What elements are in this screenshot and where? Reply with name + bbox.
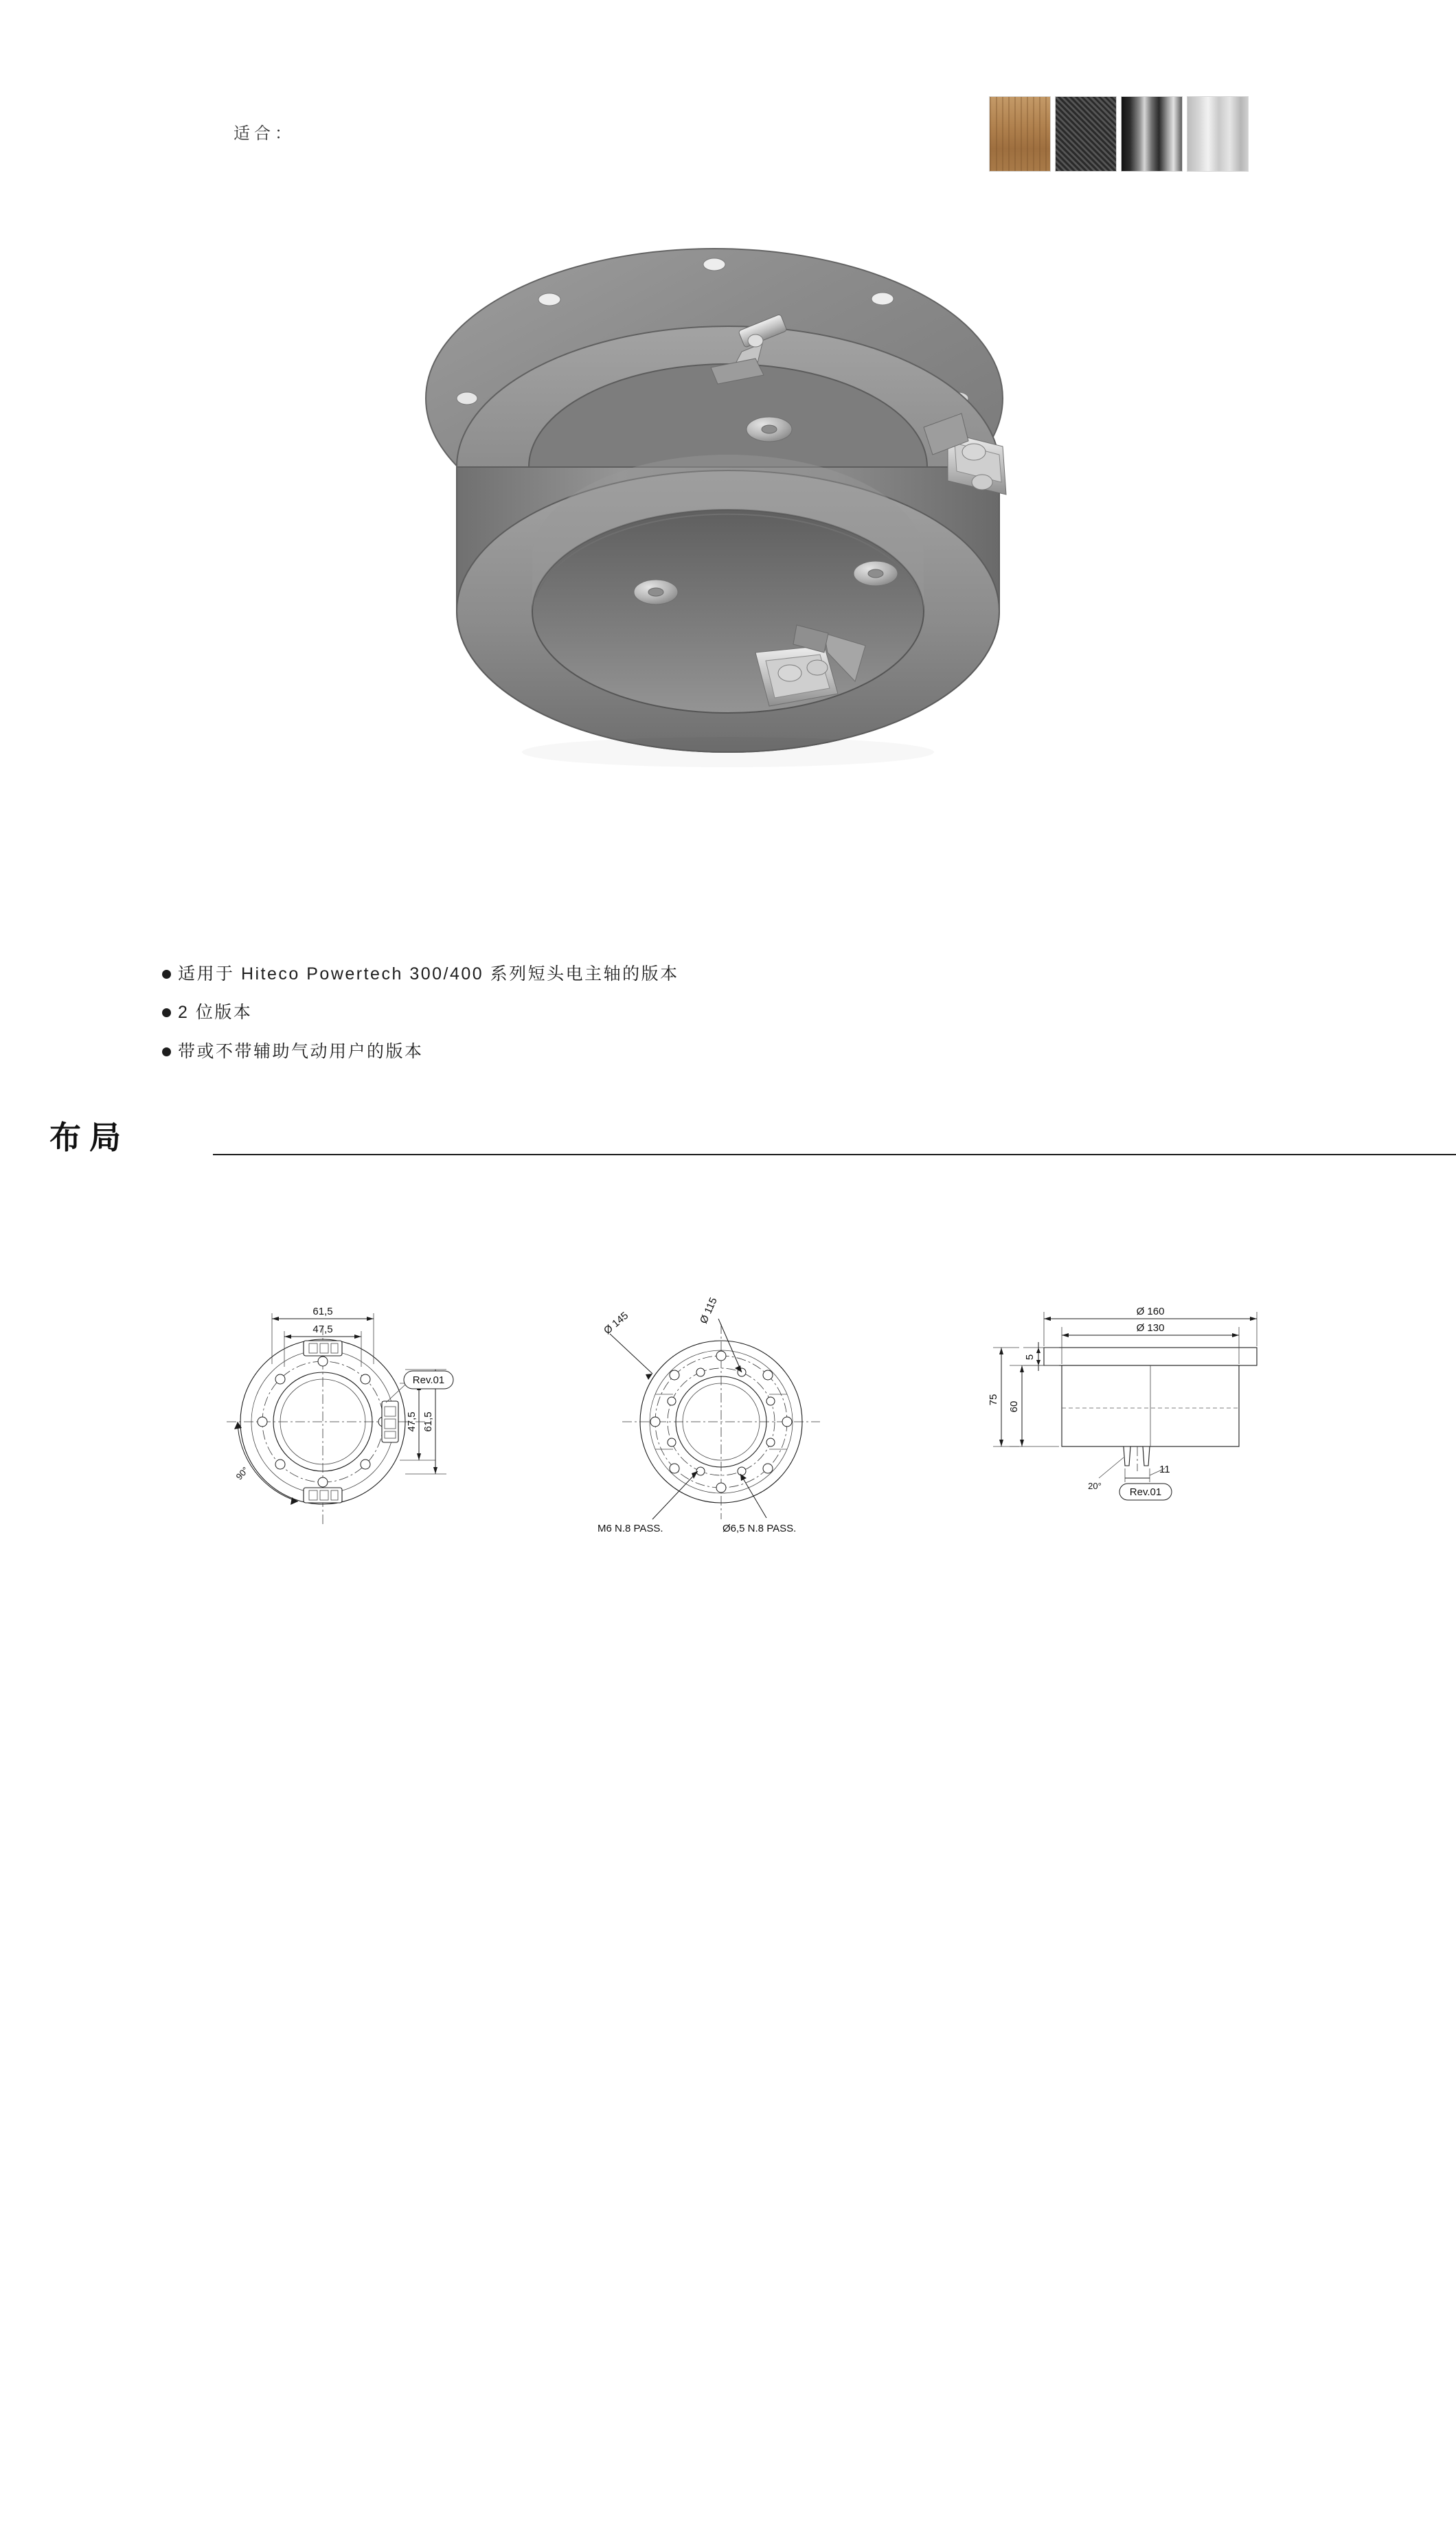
feature-bullet-list [162, 962, 1330, 1078]
bullet-text: 适用于 Hiteco Powertech 300/400 系列短头电主轴的版本 [178, 964, 679, 984]
dim-61-5-right: 61,5 [422, 1411, 434, 1432]
dim-60: 60 [1008, 1400, 1020, 1413]
material-swatch-group [989, 96, 1249, 172]
dark-metal-swatch [1121, 96, 1183, 172]
bullet-dot-icon [162, 1008, 171, 1017]
cylinder-body [457, 455, 999, 752]
dim-75: 75 [988, 1394, 999, 1406]
dim-20-deg: 20° [1088, 1481, 1102, 1491]
list-item [162, 962, 1330, 986]
bolt-pattern-view [598, 1296, 820, 1534]
product-render-svg [343, 172, 1140, 913]
suitable-for-bar [0, 54, 1456, 143]
dim-dia-115: Ø 115 [698, 1295, 720, 1326]
dim-47-5-top: 47,5 [312, 1324, 333, 1335]
dim-61-5-top: 61,5 [312, 1306, 333, 1317]
layout-section-header [41, 1113, 1422, 1174]
heading-divider [213, 1154, 1456, 1155]
dim-47-5-right: 47,5 [406, 1411, 418, 1432]
suitable-for-label: 适合： [234, 124, 295, 143]
rev-label-side: Rev.01 [1129, 1486, 1162, 1498]
front-view [227, 1306, 453, 1525]
brushed-steel-swatch [1187, 96, 1249, 172]
bullet-dot-icon [162, 1047, 171, 1056]
bullet-text: 2 位版本 [178, 1003, 253, 1023]
product-render [343, 172, 1140, 913]
dim-dia-145: Ø 145 [601, 1309, 631, 1337]
dim-dia-130: Ø 130 [1136, 1322, 1165, 1334]
drawings-svg [0, 1257, 1456, 1683]
bullet-dot-icon [162, 970, 171, 979]
page-title: 布局 [49, 1120, 129, 1155]
note-m6: M6 N.8 PASS. [598, 1523, 663, 1534]
carbon-swatch [1055, 96, 1117, 172]
dim-5: 5 [1024, 1354, 1036, 1361]
rev-label-front: Rev.01 [412, 1374, 445, 1386]
side-section-view [988, 1306, 1257, 1500]
technical-drawings [0, 1257, 1456, 1683]
dim-90-deg: 90° [234, 1464, 251, 1482]
list-item [162, 1039, 1330, 1064]
bullet-text: 带或不带辅助气动用户的版本 [178, 1041, 424, 1061]
wood-swatch [989, 96, 1051, 172]
dim-11: 11 [1159, 1464, 1170, 1475]
dim-dia-160: Ø 160 [1136, 1306, 1165, 1317]
list-item [162, 1000, 1330, 1025]
note-dia-6-5: Ø6,5 N.8 PASS. [723, 1523, 797, 1534]
